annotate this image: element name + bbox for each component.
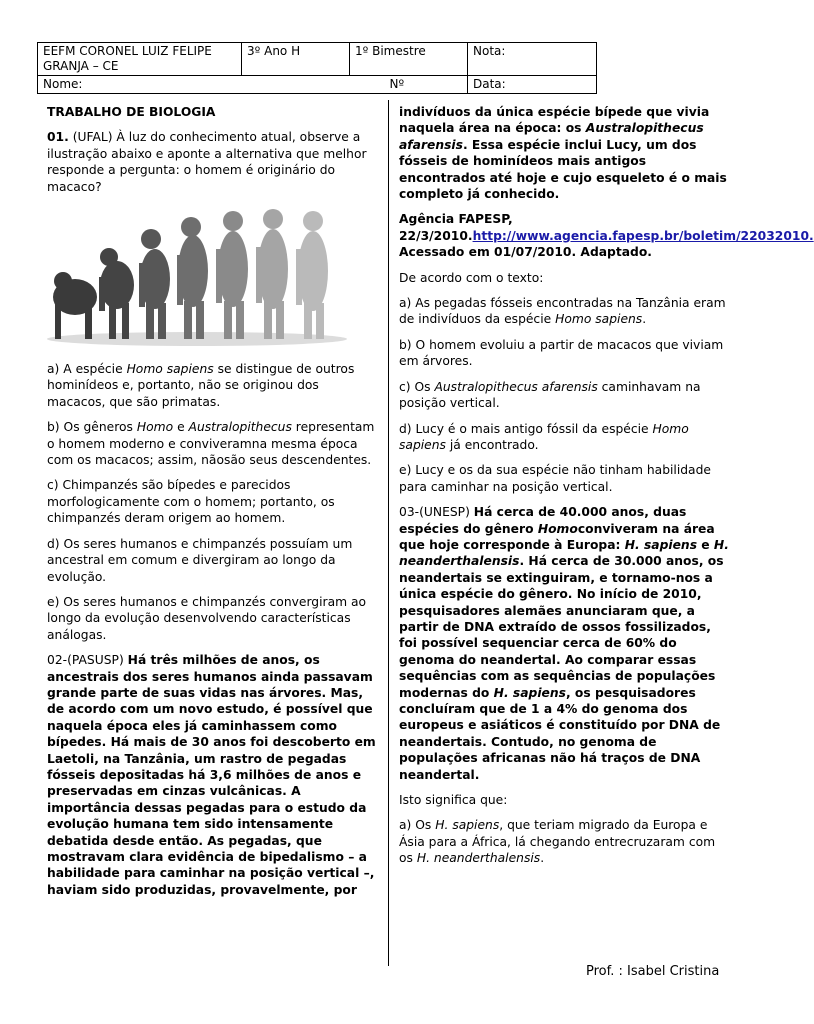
q2-option-b: b) O homem evoluiu a partir de macacos que viviam em árvores. [399, 337, 724, 369]
term-cell: 1º Bimestre [350, 43, 468, 76]
q2-prompt: De acordo com o texto: [399, 270, 544, 285]
q1-option-d: d) Os seres humanos e chimpanzés possuíam um ancestral em comum e divergiram ao longo da evolução. [47, 536, 353, 584]
q2-text-continued: indivíduos da única espécie bípede que vivia naquela área na época: os Australopithecus afarensis. Essa espécie inclui Lucy, um dos fósseis de hominídeos mais antigos encontrados até hoje e cujo esqueleto é o mais completo já conhecido. [399, 105, 727, 202]
question-1: 01. (UFAL) À luz do conhecimento atual, observe a ilustração abaixo e aponte a alternativa que melhor responde a pergunta: o homem é originário do macaco? [47, 130, 367, 194]
q2-option-e: e) Lucy e os da sua espécie não tinham habilidade para caminhar na posição vertical. [399, 463, 711, 494]
teacher-name: Prof. : Isabel Cristina [586, 964, 720, 979]
q1-option-a: a) A espécie Homo sapiens se distingue de outros hominídeos e, portanto, não se originou dos macacos, que são primatas. [47, 362, 355, 409]
page-title: TRABALHO DE BIOLOGIA [47, 105, 216, 119]
q2-option-c: c) Os Australopithecus afarensis caminhavam na posição vertical. [399, 379, 701, 411]
grade-cell: 3º Ano H [242, 43, 350, 76]
question-3: 03-(UNESP) Há cerca de 40.000 anos, duas espécies do gênero Homoconviveram na área que hoje corresponde à Europa: H. sapiens e H. neanderthalensis. Há cerca de 30.000 anos, os neandertais se extinguiram, e tornamo-nos a única espécie do gênero. No início de 2010, pesquisadores alemães anunciaram que, a partir de DNA extraído de ossos fossilizados, foi possível sequenciar cerca de 60% do genoma do neandertal. Ao comparar essas sequências com as sequências de populações modernas do H. sapiens, os pesquisadores concluíram que de 1 a 4% do genoma dos europeus e asiáticos é constituído por DNA de neandertais. Contudo, no genoma de populações africanas não há traços de DNA neandertal. [399, 505, 729, 782]
q2-source: Agência FAPESP, 22/3/2010.http://www.agencia.fapesp.br/boletim/22032010. Acessado em 01/07/2010. Adaptado. [399, 212, 814, 260]
date-field: Data: [468, 76, 597, 94]
q1-option-b: b) Os gêneros Homo e Australopithecus representam o homem moderno e conviveramna mesma época com os macacos; assim, nãosão seus descendentes. [47, 420, 375, 468]
evolution-illustration [47, 205, 347, 347]
school-name: EEFM CORONEL LUIZ FELIPE GRANJA – CE [38, 43, 242, 76]
source-link[interactable]: http://www.agencia.fapesp.br/boletim/22032010. [472, 228, 814, 243]
q2-option-a: a) As pegadas fósseis encontradas na Tanzânia eram de indivíduos da espécie Homo sapiens. [399, 296, 726, 327]
column-divider [388, 100, 389, 966]
number-field: Nº [350, 76, 468, 94]
q3-prompt: Isto significa que: [399, 793, 508, 808]
right-column [399, 104, 814, 876]
header-table [37, 42, 597, 94]
left-column [47, 104, 377, 907]
q2-option-d: d) Lucy é o mais antigo fóssil da espécie Homo sapiens já encontrado. [399, 421, 689, 452]
q3-option-a: a) Os H. sapiens, que teriam migrado da Europa e Ásia para a África, lá chegando entrecruzaram com os H. neanderthalensis. [399, 818, 716, 866]
name-field: Nome: [38, 76, 350, 94]
q1-option-e: e) Os seres humanos e chimpanzés convergiram ao longo da evolução desenvolvendo características análogas. [47, 594, 367, 642]
grade-field: Nota: [468, 43, 597, 76]
q1-option-c: c) Chimpanzés são bípedes e parecidos morfologicamente com o homem; portanto, os chimpanzés deram origem ao homem. [47, 478, 335, 526]
question-2: 02-(PASUSP) Há três milhões de anos, os ancestrais dos seres humanos ainda passavam grande parte de suas vidas nas árvores. Mas, de acordo com um novo estudo, é possível que naquela época eles já caminhassem como bípedes. Há mais de 30 anos foi descoberto em Laetoli, na Tanzânia, um rastro de pegadas fósseis depositadas há 3,6 milhões de anos e preservadas em cinzas vulcânicas. A importância dessas pegadas para o estudo da evolução humana tem sido intensamente debatida desde então. As pegadas, que mostravam clara evidência de bipedalismo – a habilidade para caminhar na posição vertical –, haviam sido produzidas, provavelmente, por [47, 653, 376, 897]
